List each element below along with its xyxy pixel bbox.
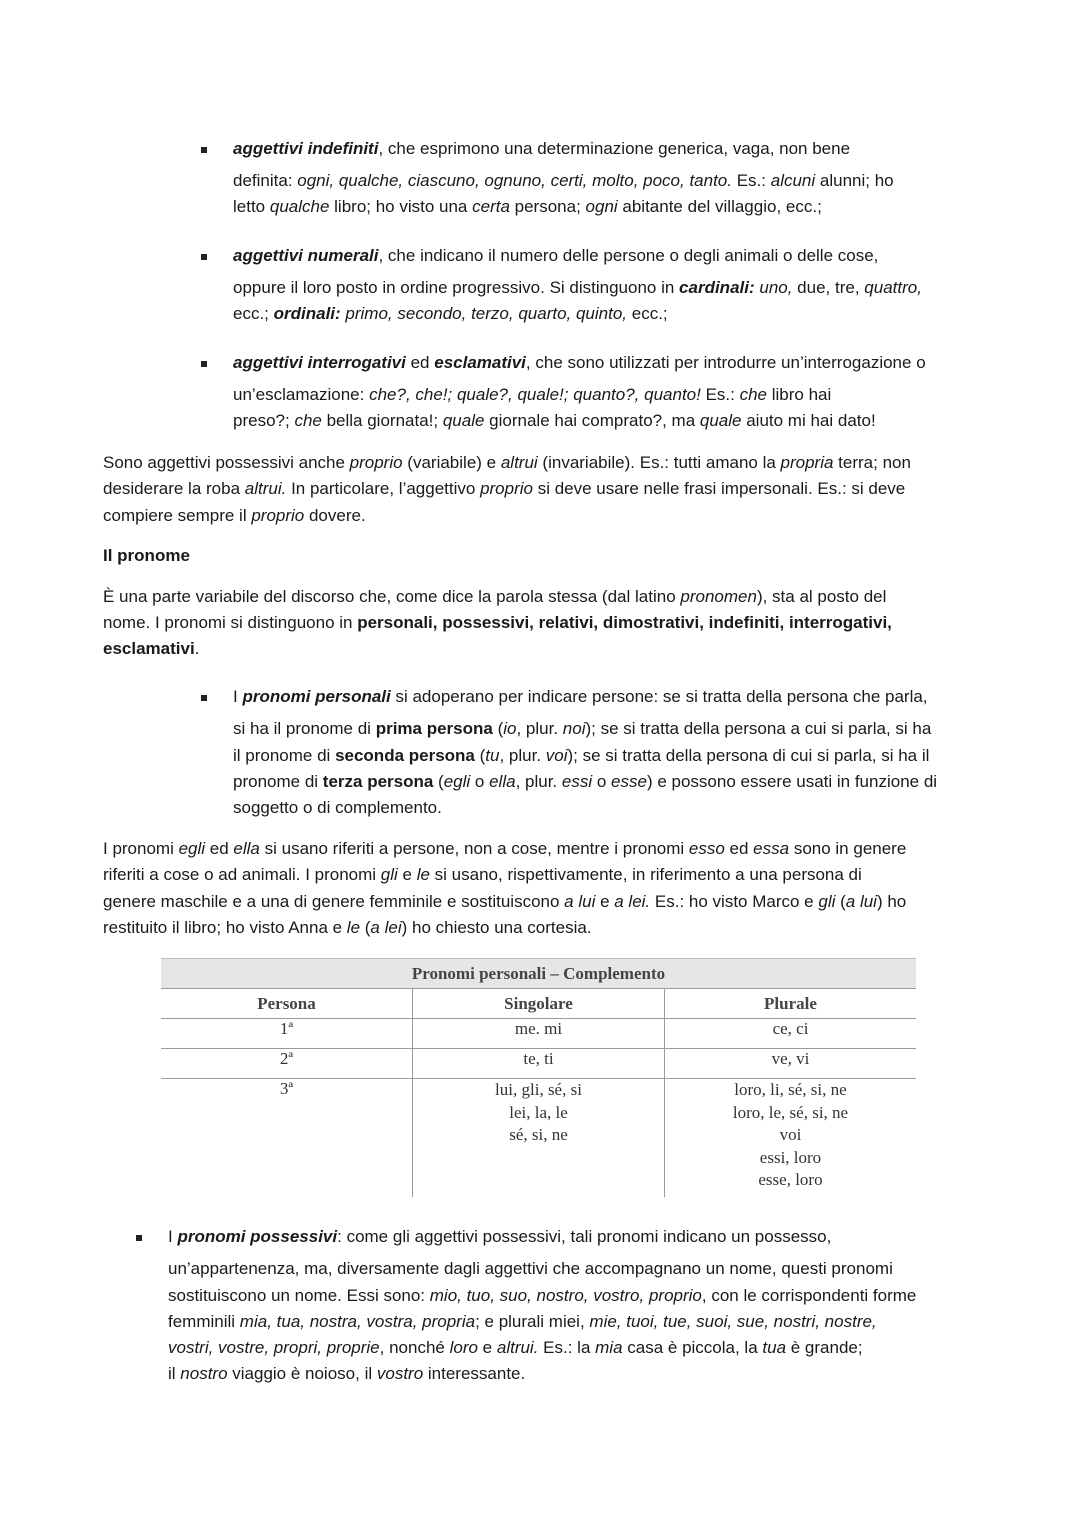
interrogativi-line-2: un’esclamazione: che?, che!; quale?, quale!; quanto?, quanto! Es.: che libro hai — [233, 385, 832, 404]
column-header-singolare: Singolare — [413, 989, 665, 1019]
indefiniti-line-1: aggettivi indefiniti, che esprimono una determinazione generica, vaga, non bene — [233, 139, 851, 158]
plurale-cell: ce, ci — [665, 1019, 917, 1049]
egli-line-2: riferiti a cose o ad animali. I pronomi gli e le si usano, rispettivamente, in riferimento a una persona di — [103, 865, 862, 884]
bullet-marker — [201, 695, 207, 701]
pronome-line-3: esclamativi. — [103, 639, 200, 658]
singolare-cell — [413, 1079, 665, 1198]
indefiniti-line-3: letto qualche libro; ho visto una certa persona; ogni abitante del villaggio, ecc.; — [233, 197, 822, 216]
table-row — [161, 1019, 916, 1049]
pronome-line-1: È una parte variabile del discorso che, come dice la parola stessa (dal latino pronomen), sta al posto del — [103, 587, 887, 606]
egli-line-4: restituito il libro; ho visto Anna e le (a lei) ho chiesto una cortesia. — [103, 918, 592, 937]
possessivi-line-3: compiere sempre il proprio dovere. — [103, 506, 366, 525]
numerali-line-2: oppure il loro posto in ordine progressivo. Si distinguono in cardinali: uno, due, tre, quattro, — [233, 278, 922, 297]
table-title: Pronomi personali – Complemento — [161, 959, 916, 989]
cell-line: voi — [779, 1125, 802, 1144]
section-heading: Il pronome — [103, 546, 190, 565]
singolare-cell: te, ti — [413, 1049, 665, 1079]
poss-pron-line-5: vostri, vostre, propri, proprie, nonché loro e altrui. Es.: la mia casa è piccola, la tua è grande; — [168, 1338, 863, 1357]
cell-line: sé, si, ne — [509, 1125, 568, 1144]
personali-line-4: pronome di terza persona (egli o ella, plur. essi o esse) e possono essere usati in funzione di — [233, 772, 938, 791]
bullet-marker — [201, 254, 207, 260]
persona-cell: 3ª — [279, 1079, 294, 1098]
cell-line: lei, la, le — [509, 1102, 568, 1122]
interrogativi-line-3: preso?; che bella giornata!; quale giornale hai comprato?, ma quale aiuto mi hai dato! — [233, 411, 876, 430]
cell-line: esse, loro — [758, 1170, 823, 1189]
bullet-marker — [201, 361, 207, 367]
cell-line: lui, gli, sé, si — [495, 1080, 582, 1099]
poss-pron-line-4: femminili mia, tua, nostra, vostra, propria; e plurali miei, mie, tuoi, tue, suoi, sue, nostri, nostre, — [168, 1312, 877, 1331]
singolare-cell: me. mi — [413, 1019, 665, 1049]
poss-pron-line-3: sostituiscono un nome. Essi sono: mio, tuo, suo, nostro, vostro, proprio, con le corrispondenti forme — [168, 1286, 917, 1305]
column-header-persona: Persona — [161, 989, 413, 1019]
table-row — [161, 1079, 916, 1198]
bullet-marker — [136, 1235, 142, 1241]
poss-pron-line-1: I pronomi possessivi: come gli aggettivi possessivi, tali pronomi indicano un possesso, — [168, 1227, 832, 1246]
table-row — [161, 1049, 916, 1079]
personali-line-2: si ha il pronome di prima persona (io, plur. noi); se si tratta della persona a cui si parla, si ha — [233, 719, 932, 738]
egli-line-3: genere maschile e a una di genere femminile e sostituiscono a lui e a lei. Es.: ho visto Marco e gli (a lui) ho — [103, 892, 907, 911]
possessivi-line-1: Sono aggettivi possessivi anche proprio (variabile) e altrui (invariabile). Es.: tutti amano la propria terra; non — [103, 453, 911, 472]
personali-line-1: I pronomi personali si adoperano per indicare persone: se si tratta della persona che parla, — [233, 687, 928, 706]
personali-line-3: il pronome di seconda persona (tu, plur. voi); se si tratta della persona di cui si parla, si ha il — [233, 746, 930, 765]
persona-cell: 1ª — [161, 1019, 413, 1049]
plurale-cell: ve, vi — [665, 1049, 917, 1079]
cell-line: loro, li, sé, si, ne — [734, 1080, 847, 1099]
column-header-plurale: Plurale — [665, 989, 917, 1019]
egli-line-1: I pronomi egli ed ella si usano riferiti a persone, non a cose, mentre i pronomi esso ed essa sono in genere — [103, 839, 907, 858]
poss-pron-line-6: il nostro viaggio è noioso, il vostro interessante. — [168, 1364, 526, 1383]
indefiniti-line-2: definita: ogni, qualche, ciascuno, ognuno, certi, molto, poco, tanto. Es.: alcuni alunni; ho — [233, 171, 894, 190]
cell-line: loro, le, sé, si, ne — [732, 1102, 849, 1122]
pronome-line-2: nome. I pronomi si distinguono in personali, possessivi, relativi, dimostrativi, indefiniti, interrogativi, — [103, 613, 892, 632]
pronouns-table — [161, 958, 916, 1197]
interrogativi-line-1: aggettivi interrogativi ed esclamativi, che sono utilizzati per introdurre un’interrogazione o — [233, 353, 926, 372]
personali-line-5: soggetto o di complemento. — [233, 798, 442, 817]
plurale-cell — [665, 1079, 917, 1198]
possessivi-line-2: desiderare la roba altrui. In particolare, l’aggettivo proprio si deve usare nelle frasi impersonali. Es.: si deve — [103, 479, 906, 498]
numerali-line-1: aggettivi numerali, che indicano il numero delle persone o degli animali o delle cose, — [233, 246, 879, 265]
cell-line: essi, loro — [759, 1147, 822, 1167]
poss-pron-line-2: un’appartenenza, ma, diversamente dagli aggettivi che accompagnano un nome, questi pronomi — [168, 1259, 893, 1278]
bullet-marker — [201, 147, 207, 153]
persona-cell: 2ª — [161, 1049, 413, 1079]
numerali-line-3: ecc.; ordinali: primo, secondo, terzo, quarto, quinto, ecc.; — [233, 304, 668, 323]
